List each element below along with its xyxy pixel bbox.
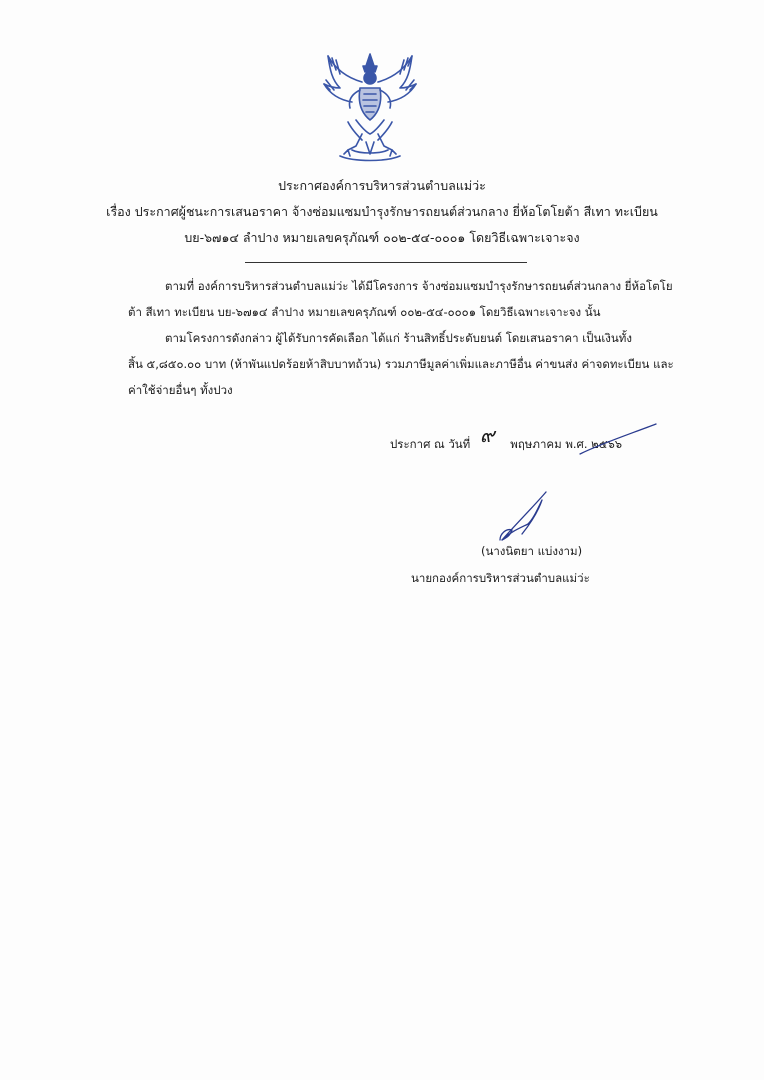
document-subject: เรื่อง ประกาศผู้ชนะการเสนอราคา จ้างซ่อมแซมบำรุงรักษารถยนต์ส่วนกลาง ยี่ห้อโตโยต้า สีเทา ทะเบียน: [106, 204, 658, 219]
body-paragraph-line: สิ้น ๕,๘๕๐.๐๐ บาท (ห้าพันแปดร้อยห้าสิบบาทถ้วน) รวมภาษีมูลค่าเพิ่มและภาษีอื่น ค่าขนส่ง ค่าจดทะเบียน และ: [128, 357, 674, 371]
signer-title: นายกองค์การบริหารส่วนตำบลแม่ว่ะ: [411, 571, 590, 585]
body-paragraph-line: ตามที่ องค์การบริหารส่วนตำบลแม่ว่ะ ได้มีโครงการ จ้างซ่อมแซมบำรุงรักษารถยนต์ส่วนกลาง ยี่ห้อโตโย: [165, 279, 673, 293]
body-paragraph-line: ค่าใช้จ่ายอื่นๆ ทั้งปวง: [128, 383, 233, 397]
body-paragraph-line: ตามโครงการดังกล่าว ผู้ได้รับการคัดเลือก ได้แก่ ร้านสิทธิ์ประดับยนต์ โดยเสนอราคา เป็นเงินทั้ง: [165, 331, 632, 345]
announcement-month-year: พฤษภาคม พ.ศ. ๒๕๖๖: [510, 437, 623, 451]
announcement-day: ๙: [479, 423, 495, 447]
body-paragraph-line: ต้า สีเทา ทะเบียน บย-๖๗๑๔ ลำปาง หมายเลขครุภัณฑ์ ๐๐๒-๕๔-๐๐๐๑ โดยวิธีเฉพาะเจาะจง นั้น: [128, 305, 601, 319]
announcement-date-prefix: ประกาศ ณ วันที่: [390, 437, 471, 451]
handwritten-signature: [480, 420, 670, 550]
document-subject-continued: บย-๖๗๑๔ ลำปาง หมายเลขครุภัณฑ์ ๐๐๒-๕๔-๐๐๐๑ โดยวิธีเฉพาะเจาะจง: [184, 230, 580, 245]
header-divider: [245, 262, 527, 263]
signer-name: (นางนิตยา แบ่งงาม): [481, 544, 583, 558]
garuda-emblem-icon: [318, 50, 422, 164]
document-title: ประกาศองค์การบริหารส่วนตำบลแม่ว่ะ: [278, 178, 486, 193]
